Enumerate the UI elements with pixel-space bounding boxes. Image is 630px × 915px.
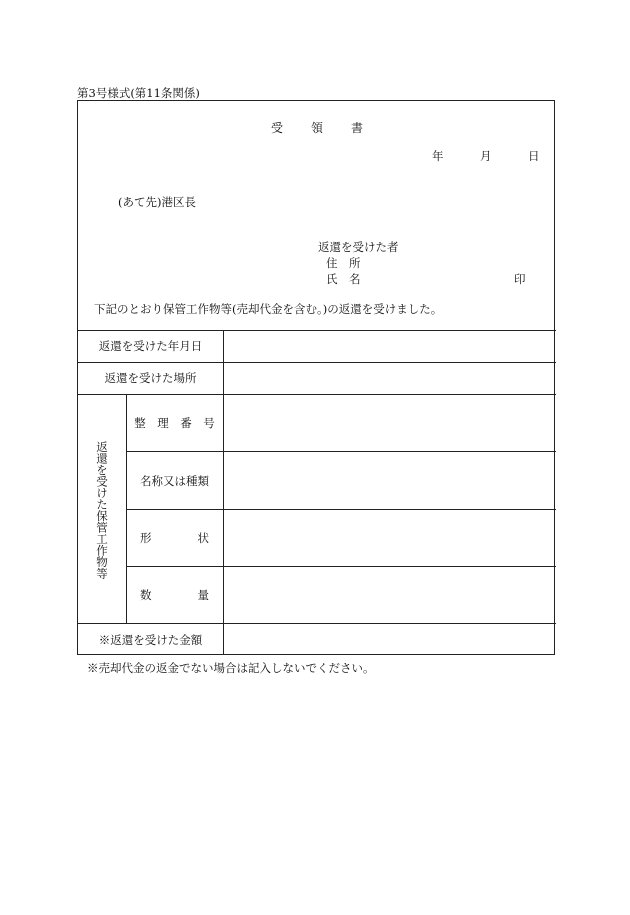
date-returned-label: 返還を受けた年月日 bbox=[98, 339, 203, 353]
returned-items-group-text: 返還を受けた保管工作物等 bbox=[95, 440, 109, 579]
title-char-2: 領 bbox=[310, 121, 323, 135]
statement-text: 下記のとおり保管工作物等(売却代金を含む。)の返還を受けました。 bbox=[94, 302, 443, 316]
returned-items-group-label bbox=[78, 395, 126, 624]
reference-number-label bbox=[126, 395, 223, 451]
quantity-char-1: 数 bbox=[140, 588, 152, 602]
shape-char-2: 状 bbox=[197, 531, 209, 545]
shape-char-1: 形 bbox=[140, 531, 152, 545]
name-or-type-label bbox=[126, 452, 223, 509]
date-day-label: 日 bbox=[528, 149, 540, 163]
document-title bbox=[78, 119, 556, 136]
seal-mark: 印 bbox=[514, 272, 526, 286]
addressee: (あて先)港区長 bbox=[118, 195, 196, 209]
form-number-label: 第3号様式(第11条関係) bbox=[77, 86, 200, 100]
reference-number-text: 整 理 番 号 bbox=[134, 416, 215, 430]
amount-returned-label: ※返還を受けた金額 bbox=[98, 632, 203, 647]
shape-label bbox=[126, 510, 223, 566]
address-label: 住 所 bbox=[326, 256, 361, 270]
name-label: 氏 名 bbox=[326, 272, 361, 286]
title-char-3: 書 bbox=[351, 121, 364, 135]
title-char-1: 受 bbox=[270, 121, 283, 135]
date-year-label: 年 bbox=[432, 149, 444, 163]
quantity-label bbox=[126, 567, 223, 623]
place-returned-label: 返還を受けた場所 bbox=[104, 371, 197, 385]
quantity-char-2: 量 bbox=[197, 588, 209, 602]
name-or-type-text: 名称又は種類 bbox=[140, 473, 209, 488]
footnote: ※売却代金の返金でない場合は記入しないでください。 bbox=[87, 661, 375, 675]
recipient-heading: 返還を受けた者 bbox=[318, 240, 399, 254]
receipt-form bbox=[77, 100, 555, 655]
column-divider bbox=[223, 330, 224, 655]
date-month-label: 月 bbox=[480, 149, 492, 163]
